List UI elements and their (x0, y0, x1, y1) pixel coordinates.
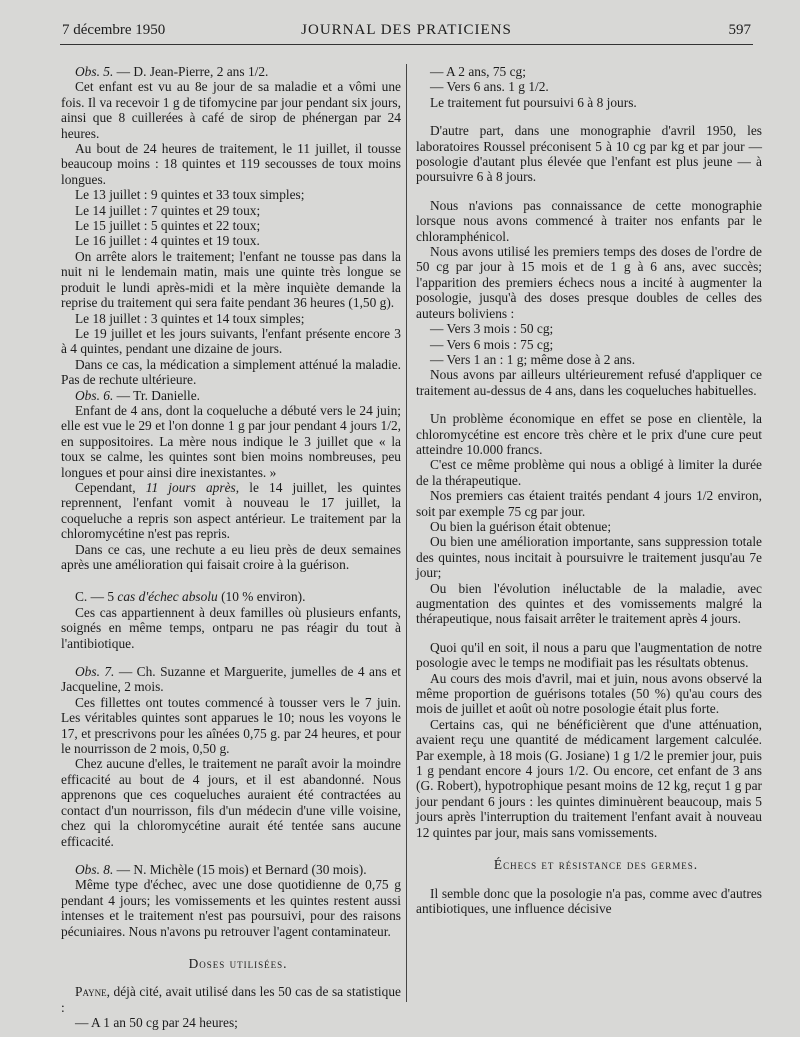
obs5-label: Obs. 5. (75, 64, 114, 79)
left-column (61, 64, 401, 1031)
right-column (416, 64, 762, 916)
paragraph: Nous n'avions pas connaissance de cette monographie lorsque nous avons commencé à traiter nos enfants par le chloramphénicol. (416, 197, 762, 244)
obs7-title: Obs. 7. — Ch. Suzanne et Marguerite, jumelles de 4 ans et Jacqueline, 2 mois. (61, 664, 401, 695)
paragraph: Même type d'échec, avec une dose quotidienne de 0,75 g pendant 4 jours; les vomissements et les quintes restent aussi intenses et le traitement n'est pas poursuivi, pour des raisons pécuniaires. Nous n'avons pu retrouver l'agent contaminateur. (61, 877, 401, 939)
paragraph: D'autre part, dans une monographie d'avril 1950, les laboratoires Roussel préconisent 5 à 10 cg par kg et par jour — posologie d'autant plus élevée que l'enfant est plus jeune — à poursuivre 6 à 8 jours. (416, 123, 762, 185)
paragraph: Nous avons utilisé les premiers temps des doses de l'ordre de 50 cg par jour à 15 mois et de 1 g à 6 ans, avec succès; l'apparition des premiers échecs nous a incité à augmenter la posologie, jusqu'à des doses presque doubles de celles des auteurs boliviens : (416, 244, 762, 321)
paragraph: Le 19 juillet et les jours suivants, l'enfant présente encore 3 à 4 quintes, pendant une dizaine de jours. (61, 325, 401, 357)
column-divider (406, 64, 407, 1002)
paragraph: Dans ce cas, la médication a simplement atténué la maladie. Pas de rechute ultérieure. (61, 356, 401, 388)
header-date: 7 décembre 1950 (62, 22, 166, 38)
paragraph: Payne, déjà cité, avait utilisé dans les 50 cas de sa statistique : (61, 984, 401, 1015)
paragraph: Au bout de 24 heures de traitement, le 11 juillet, il tousse beaucoup moins : 18 quintes et 119 secousses de toux moins longues. (61, 141, 401, 187)
paragraph: Ces fillettes ont toutes commencé à tousser vers le 7 juin. Les véritables quintes sont apparues le 10; nous les voyons le 17, et prescrivons pour les aînées 0,75 g. par 24 heures, et pour le nourrisson de 2 mois, 0,50 g. (61, 694, 401, 757)
obs8-label: Obs. 8. (75, 861, 114, 877)
paragraph: Cependant, 11 jours après, le 14 juillet, les quintes reprennent, l'enfant vomit à nouveau le 17 juillet, la coqueluche a repris son aspect antérieur. Le traitement par la chloromycétine n'est pas repris. (61, 479, 401, 542)
obs6-title: Obs. 6. — Tr. Danielle. (75, 387, 201, 403)
list-line: Le 14 juillet : 7 quintes et 29 toux; (75, 202, 261, 218)
paragraph: Ou bien l'évolution inéluctable de la maladie, avec augmentation des quintes et des vomissements malgré la thérapeutique, nous faisait arrêter le traitement après 4 jours. (416, 580, 762, 627)
page-header (60, 22, 753, 45)
paragraph: Certains cas, qui ne bénéficièrent que d'une atténuation, avaient reçu une quantité de médicament largement calculée. Par exemple, à 18 mois (G. Josiane) 1 g 1/2 le premier jour, puis 1 g pendant encore 4 jours 1/2. Ou encore, cet enfant de 3 ans (G. Robert), hypotrophique pesant moins de 12 kg, reçut 1 g par jour pendant 6 jours : les quintes diminuèrent beaucoup, mais 5 jours après l'interruption du traitement l'enfant avait à nouveau 12 quintes par jour, mais sans vomissements. (416, 716, 762, 840)
echecs-heading: Échecs et résistance des germes. (493, 857, 699, 873)
list-line: Le 16 juillet : 4 quintes et 19 toux. (75, 233, 260, 249)
list-line: Le 15 juillet : 5 quintes et 22 toux; (75, 218, 261, 234)
list-line: — A 1 an 50 cg par 24 heures; (75, 1015, 238, 1031)
journal-title: JOURNAL DES PRATICIENS (301, 22, 512, 38)
paragraph: Chez aucune d'elles, le traitement ne paraît avoir la moindre efficacité au bout de 4 jours, et il est abandonné. Nous apprenons que ces coqueluches auraient été contractées au contact d'un nourrisson, fils d'un médecin d'une ville voisine, chez qui la chloromycétine aurait été tentée sans aucune efficacité. (61, 756, 401, 849)
paragraph: Dans ce cas, une rechute a eu lieu près de deux semaines après une amélioration qui faisait croire à la guérison. (61, 541, 401, 572)
obs7-label: Obs. 7. (75, 664, 115, 680)
list-line: — Vers 6 ans. 1 g 1/2. (430, 79, 549, 95)
paragraph: Au cours des mois d'avril, mai et juin, nous avons observé la même proportion de guérisons totales (50 %) qu'au cours des mois de juillet et août où notre posologie était plus forte. (416, 670, 762, 717)
paragraph: On arrête alors le traitement; l'enfant ne tousse pas dans la nuit ni le lendemain matin, mais une quinte très longue se produit le lundi après-midi et la mère inquiète demande la reprise du traitement qui sera faite pendant 36 heures (1,50 g). (61, 248, 401, 311)
paragraph: Nos premiers cas étaient traités pendant 4 jours 1/2 environ, soit par exemple 75 cg par jour. (416, 488, 762, 519)
obs6-label: Obs. 6. (75, 387, 114, 403)
paragraph: C'est ce même problème qui nous a obligé à limiter la durée de la thérapeutique. (416, 457, 762, 488)
paragraph: Quoi qu'il en soit, il nous a paru que l'augmentation de notre posologie avec le temps ne modifiait pas les résultats obtenus. (416, 639, 762, 671)
paragraph: Ces cas appartiennent à deux familles où plusieurs enfants, soignés en même temps, ontparu ne pas réagir du tout à l'antibiotique. (61, 604, 401, 651)
paragraph: Un problème économique en effet se pose en clientèle, la chloromycétine est encore très chère et le prix d'une cure peut atteindre 10.000 francs. (416, 411, 762, 457)
paragraph: Ou bien une amélioration importante, sans suppression totale des quintes, nous incitait à poursuivre le traitement jusqu'au 7e jour; (416, 534, 762, 581)
list-line: — Vers 3 mois : 50 cg; (430, 321, 554, 337)
obs5-title: Obs. 5. — D. Jean-Pierre, 2 ans 1/2. (75, 64, 269, 79)
section-c-heading: C. — 5 cas d'échec absolu (10 % environ). (75, 589, 306, 605)
list-line: — Vers 6 mois : 75 cg; (430, 336, 554, 352)
paragraph: Nous avons par ailleurs ultérieurement refusé d'appliquer ce traitement au-dessus de 4 ans, dans les coqueluches habituelles. (416, 367, 762, 398)
paragraph: Le 18 juillet : 3 quintes et 14 toux simples; (75, 310, 305, 326)
list-line: — A 2 ans, 75 cg; (430, 64, 526, 79)
paragraph: Enfant de 4 ans, dont la coqueluche a débuté vers le 24 juin; elle est vue le 29 et l'on donne 1 g par jour pendant 4 jours 1/2, en suppositoires. La mère nous indique le 3 juillet que « la toux se calme, les quintes sont bien moins nombreuses, peu longues et pour ainsi dire inexistantes. » (61, 402, 401, 480)
doses-heading: Doses utilisées. (188, 955, 288, 971)
list-line: Le 13 juillet : 9 quintes et 33 toux simples; (75, 187, 305, 203)
paragraph: Le traitement fut poursuivi 6 à 8 jours. (430, 94, 637, 110)
paragraph: Cet enfant est vu au 8e jour de sa maladie et a vômi une fois. Il va recevoir 1 g de tifomycine par jour pendant six jours, ainsi que 8 cuillerées à café de sirop de phénergan par 24 heures. (61, 79, 401, 141)
page-number: 597 (728, 22, 751, 38)
obs8-title: Obs. 8. — N. Michèle (15 mois) et Bernard (30 mois). (75, 861, 367, 877)
paragraph: Ou bien la guérison était obtenue; (430, 518, 612, 534)
paragraph: Il semble donc que la posologie n'a pas, comme avec d'autres antibiotiques, une influence décisive (416, 885, 762, 916)
list-line: — Vers 1 an : 1 g; même dose à 2 ans. (430, 351, 636, 367)
